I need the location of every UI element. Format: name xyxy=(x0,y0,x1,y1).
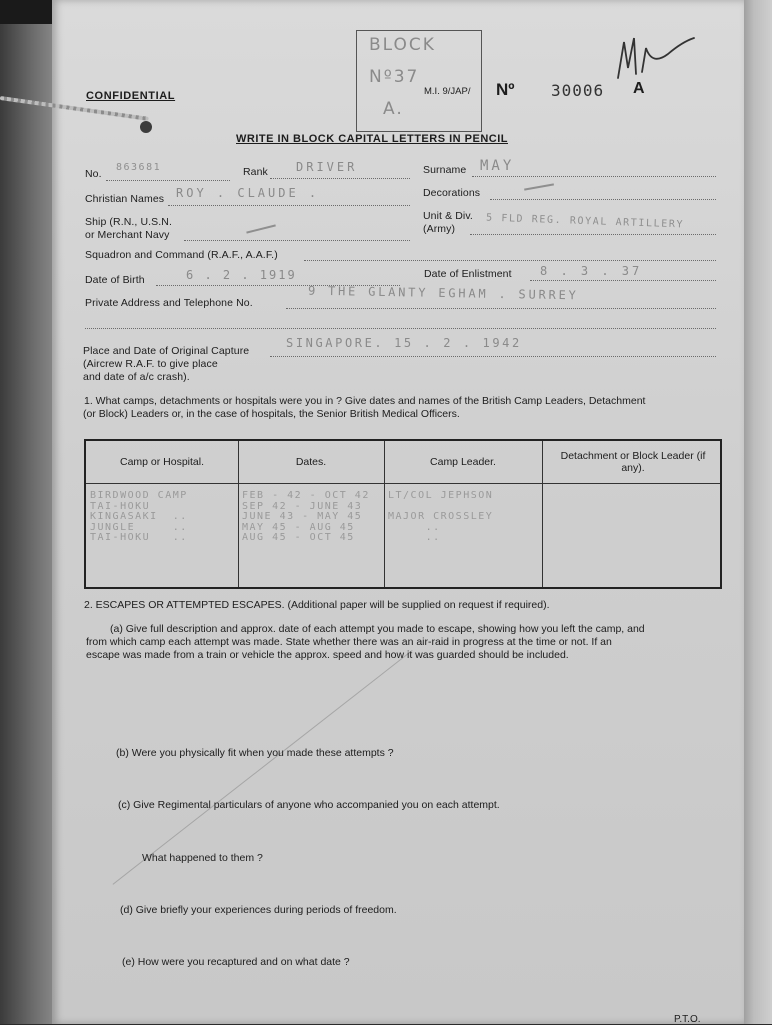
service-number-value: 863681 xyxy=(116,162,162,173)
string-knot xyxy=(140,121,152,133)
address-line xyxy=(286,308,716,309)
capture-value: SINGAPORE. 15 . 2 . 1942 xyxy=(286,336,522,350)
question-2a-line-2: from which camp each attempt was made. State whether there was an air-raid in progress at the time or not. If an xyxy=(86,636,612,648)
question-2d: (d) Give briefly your experiences during periods of freedom. xyxy=(120,904,397,916)
unit-line xyxy=(470,234,716,235)
question-1-line-1: 1. What camps, detachments or hospitals were you in ? Give dates and names of the British Camp Leaders, Detachment xyxy=(84,395,646,407)
unit-value: 5 FLD REG. ROYAL ARTILLERY xyxy=(485,212,685,231)
squadron-line xyxy=(304,260,716,261)
capture-label-line-2: (Aircrew R.A.F. to give place xyxy=(83,358,218,370)
block-stamp xyxy=(356,30,482,132)
capture-label-line-1: Place and Date of Original Capture xyxy=(83,345,250,357)
rank-line xyxy=(270,178,410,179)
table-header-detachment: Detachment or Block Leader (if any). xyxy=(560,449,706,474)
ship-label-line-2: or Merchant Navy xyxy=(85,229,170,241)
capture-line xyxy=(270,356,716,357)
christian-names-label: Christian Names xyxy=(85,193,165,205)
no-line xyxy=(106,180,230,181)
camps-table xyxy=(84,439,722,589)
question-2c-follow-up: What happened to them ? xyxy=(142,852,263,864)
christian-names-line xyxy=(168,205,410,206)
table-header-camp: Camp or Hospital. xyxy=(119,455,205,468)
unit-label-line-2: (Army) xyxy=(423,223,456,235)
table-col-divider xyxy=(542,441,543,587)
confidential-label: CONFIDENTIAL xyxy=(86,90,176,102)
form-instruction: WRITE IN BLOCK CAPITAL LETTERS IN PENCIL xyxy=(236,133,508,145)
question-1-line-2: (or Block) Leaders or, in the case of hospitals, the Senior British Medical Officers. xyxy=(83,408,460,420)
surname-line xyxy=(472,176,716,177)
capture-label-line-3: and date of a/c crash). xyxy=(83,371,190,383)
table-header-leader: Camp Leader. xyxy=(430,455,496,468)
table-cell-camps: BIRDWOOD CAMP TAI-HOKU KINGASAKI .. JUNGLE .. TAI-HOKU .. xyxy=(90,490,188,543)
stamp-line-1: BLOCK xyxy=(369,35,436,55)
table-cell-dates: FEB - 42 - OCT 42 SEP 42 - JUNE 43 JUNE 43 - MAY 45 MAY 45 - AUG 45 AUG 45 - OCT 45 xyxy=(242,490,370,543)
enlistment-label: Date of Enlistment xyxy=(424,268,512,280)
christian-names-value: ROY . CLAUDE . xyxy=(176,186,320,200)
dob-label: Date of Birth xyxy=(85,274,145,286)
decorations-line xyxy=(490,199,716,200)
question-2c: (c) Give Regimental particulars of anyone who accompanied you on each attempt. xyxy=(118,799,500,811)
table-cell-leaders: LT/COL JEPHSON MAJOR CROSSLEY .. .. xyxy=(388,490,494,543)
serial-suffix: A xyxy=(633,80,645,97)
rank-value: DRIVER xyxy=(296,160,358,174)
stamp-line-2: Nº37 xyxy=(369,67,420,87)
question-2e: (e) How were you recaptured and on what date ? xyxy=(122,956,350,968)
surname-label: Surname xyxy=(423,164,467,176)
no-label: No. xyxy=(85,168,102,180)
faint-crease xyxy=(113,650,413,885)
table-header-divider xyxy=(86,483,720,484)
number-label: Nº xyxy=(496,80,515,99)
table-header-dates: Dates. xyxy=(295,455,327,468)
enlistment-line xyxy=(530,280,716,281)
rank-label: Rank xyxy=(243,166,268,178)
unit-label-line-1: Unit & Div. xyxy=(423,210,473,222)
address-label: Private Address and Telephone No. xyxy=(85,297,253,309)
binder-cover xyxy=(0,0,58,1024)
question-2b: (b) Were you physically fit when you made these attempts ? xyxy=(116,747,394,759)
pto-label: P.T.O. xyxy=(674,1014,701,1025)
question-2-title: 2. ESCAPES OR ATTEMPTED ESCAPES. (Additional paper will be supplied on request if required). xyxy=(84,599,550,611)
ship-line xyxy=(184,240,410,241)
address-line-2 xyxy=(85,328,716,329)
form-code: M.I. 9/JAP/ xyxy=(424,86,471,97)
enlistment-value: 8 . 3 . 37 xyxy=(540,264,643,278)
initials-signature xyxy=(612,28,702,88)
surname-value: MAY xyxy=(480,158,515,174)
squadron-label: Squadron and Command (R.A.F., A.A.F.) xyxy=(85,249,278,261)
address-value: 9 THE GLANTY EGHAM . SURREY xyxy=(307,283,579,303)
binder-strip xyxy=(0,0,52,24)
ship-label-line-1: Ship (R.N., U.S.N. xyxy=(85,216,172,228)
stamp-line-3: A. xyxy=(383,99,404,119)
question-2a-line-1: (a) Give full description and approx. date of each attempt you made to escape, showing how you left the camp, and xyxy=(110,623,645,635)
question-2a-line-3: escape was made from a train or vehicle the approx. speed and how it was guarded should be included. xyxy=(86,649,569,661)
dob-value: 6 . 2 . 1919 xyxy=(186,268,297,282)
page-edge xyxy=(742,0,772,1024)
handwritten-initials xyxy=(612,28,702,88)
serial-number: 30006 xyxy=(551,81,605,100)
decorations-label: Decorations xyxy=(423,187,481,199)
